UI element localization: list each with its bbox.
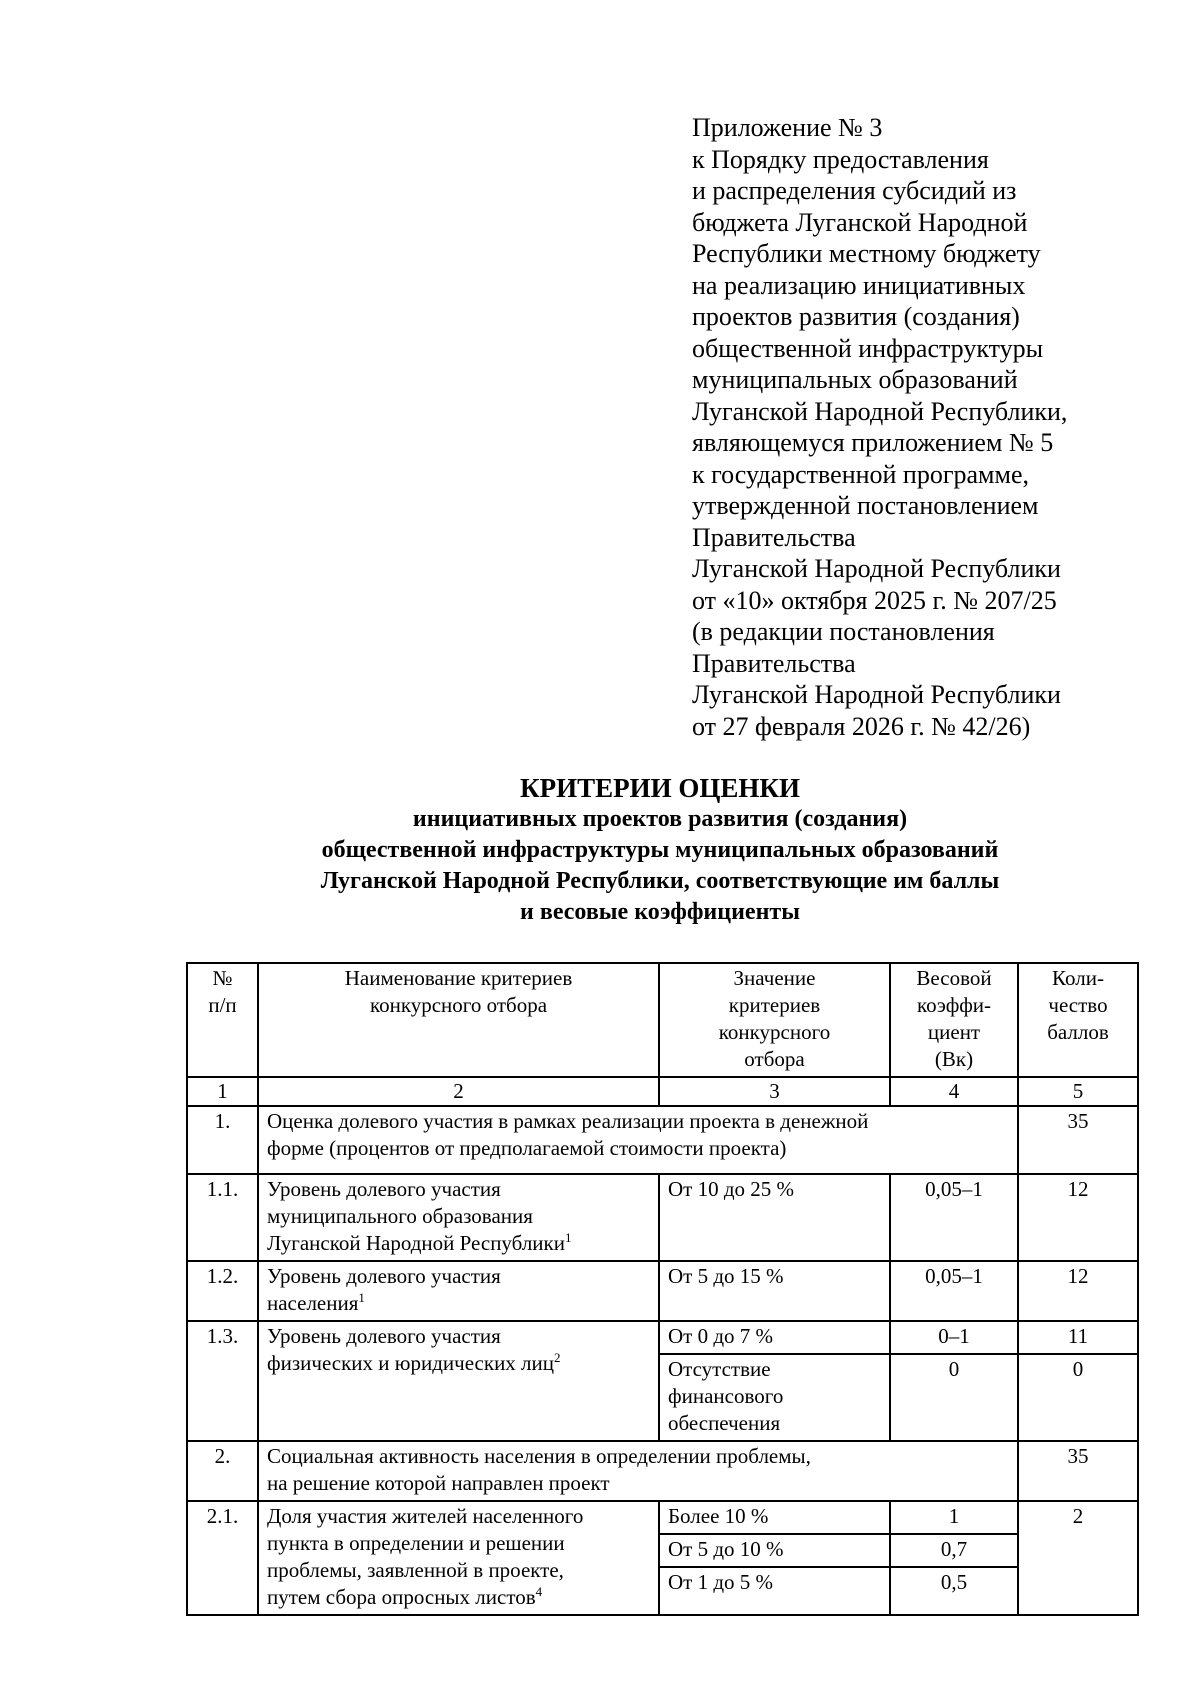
table-row [187,1174,1138,1261]
appendix-line: и распределения субсидий из [692,176,1017,205]
criteria-table [186,962,1139,1616]
column-number: 1 [187,1077,258,1106]
footnote-mark: 4 [535,1584,543,1599]
appendix-line: Луганской Народной Республики [692,554,1061,583]
appendix-line: проектов развития (создания) [692,302,1020,331]
header-points: Коли- чество баллов [1018,963,1138,1077]
criteria-value: От 0 до 7 % [659,1321,890,1354]
weight-cell: 0,05–1 [890,1261,1018,1321]
appendix-header [692,112,1172,742]
appendix-line: являющемуся приложением № 5 [692,428,1054,457]
criteria-name: Доля участия жителей населенного пункта в определении и решении проблемы, заявленной в проекте, путем сбора опросных листов$^4$ [258,1501,659,1615]
criteria-section-title: Оценка долевого участия в рамках реализации проекта в денежной форме (процентов от предполагаемой стоимости проекта) [258,1106,1018,1174]
points-cell: 11 [1018,1321,1138,1354]
header-criteria-name: Наименование критериев конкурсного отбора [258,963,659,1077]
criteria-value: От 5 до 10 % [659,1534,890,1567]
appendix-line: общественной инфраструктуры [692,333,1044,363]
table-row [187,1261,1138,1321]
row-number: 1.3. [187,1321,258,1441]
column-number: 2 [258,1077,659,1106]
criteria-value: От 5 до 15 % [659,1261,890,1321]
appendix-line: Луганской Народной Республики, [692,396,1068,426]
points-cell: 35 [1018,1106,1138,1174]
points-cell: 35 [1018,1441,1138,1501]
criteria-section-title: Социальная активность населения в определении проблемы, на решение которой направлен проект [258,1441,1018,1501]
points-cell: 0 [1018,1354,1138,1441]
appendix-line: Правительства [692,522,856,552]
criteria-value: Отсутствие финансового обеспечения [659,1354,890,1441]
table-row [187,1441,1138,1501]
title-subline: и весовые коэффициенты [520,899,800,925]
row-number: 2. [187,1441,258,1501]
column-number-row [187,1077,1138,1106]
row-number: 1. [187,1106,258,1174]
appendix-line: (в редакции постановления [692,617,995,646]
row-number: 1.1. [187,1174,258,1261]
header-number: № п/п [187,963,258,1077]
table-row [187,1501,1138,1534]
column-number: 4 [890,1077,1018,1106]
appendix-line: Правительства [692,648,856,678]
criteria-name: Уровень долевого участия физических и юридических лиц$^2$ [258,1321,659,1441]
header-weight: Весовой коэффи- циент (Вк) [890,963,1018,1077]
appendix-line: муниципальных образований [692,365,1018,394]
column-number: 3 [659,1077,890,1106]
weight-cell: 1 [890,1501,1018,1534]
appendix-line: утвержденной постановлением [692,491,1039,520]
row-number: 1.2. [187,1261,258,1321]
table-row [187,1106,1138,1174]
criteria-name: Уровень долевого участия муниципального образования Луганской Народной Республики$^1$ [258,1174,659,1261]
appendix-line: от 27 февраля 2026 г. № 42/26) [692,711,1031,741]
points-cell: 12 [1018,1261,1138,1321]
document-title [186,772,1134,928]
header-criteria-value: Значение критериев конкурсного отбора [659,963,890,1077]
appendix-line: к Порядку предоставления [692,144,989,174]
weight-cell: 0 [890,1354,1018,1441]
weight-cell: 0–1 [890,1321,1018,1354]
appendix-line: Республики местному бюджету [692,239,1041,268]
footnote-mark: 1 [564,1230,572,1245]
criteria-value: От 10 до 25 % [659,1174,890,1261]
title-subline: общественной инфраструктуры муниципальных образований [321,837,999,863]
appendix-line: на реализацию инициативных [692,270,1026,300]
title-main: КРИТЕРИИ ОЦЕНКИ [520,773,800,803]
appendix-line: Луганской Народной Республики [692,680,1061,709]
criteria-name: Уровень долевого участия населения$^1$ [258,1261,659,1321]
appendix-line: от «10» октября 2025 г. № 207/25 [692,585,1057,615]
criteria-value: Более 10 % [659,1501,890,1534]
table-row [187,1321,1138,1354]
footnote-mark: 2 [554,1350,561,1365]
row-number: 2.1. [187,1501,258,1615]
table-header-row [187,963,1138,1077]
weight-cell: 0,7 [890,1534,1018,1567]
title-subline: инициативных проектов развития (создания) [412,806,908,832]
weight-cell: 0,05–1 [890,1174,1018,1261]
points-cell: 12 [1018,1174,1138,1261]
title-subline: Луганской Народной Республики, соответствующие им баллы [320,868,1000,894]
column-number: 5 [1018,1077,1138,1106]
appendix-line: Приложение № 3 [692,113,883,142]
weight-cell: 0,5 [890,1567,1018,1615]
appendix-line: к государственной программе, [692,459,1029,489]
footnote-mark: 1 [358,1290,365,1305]
criteria-value: От 1 до 5 % [659,1567,890,1615]
points-cell: 2 [1018,1501,1138,1615]
appendix-line: бюджета Луганской Народной [692,207,1028,237]
